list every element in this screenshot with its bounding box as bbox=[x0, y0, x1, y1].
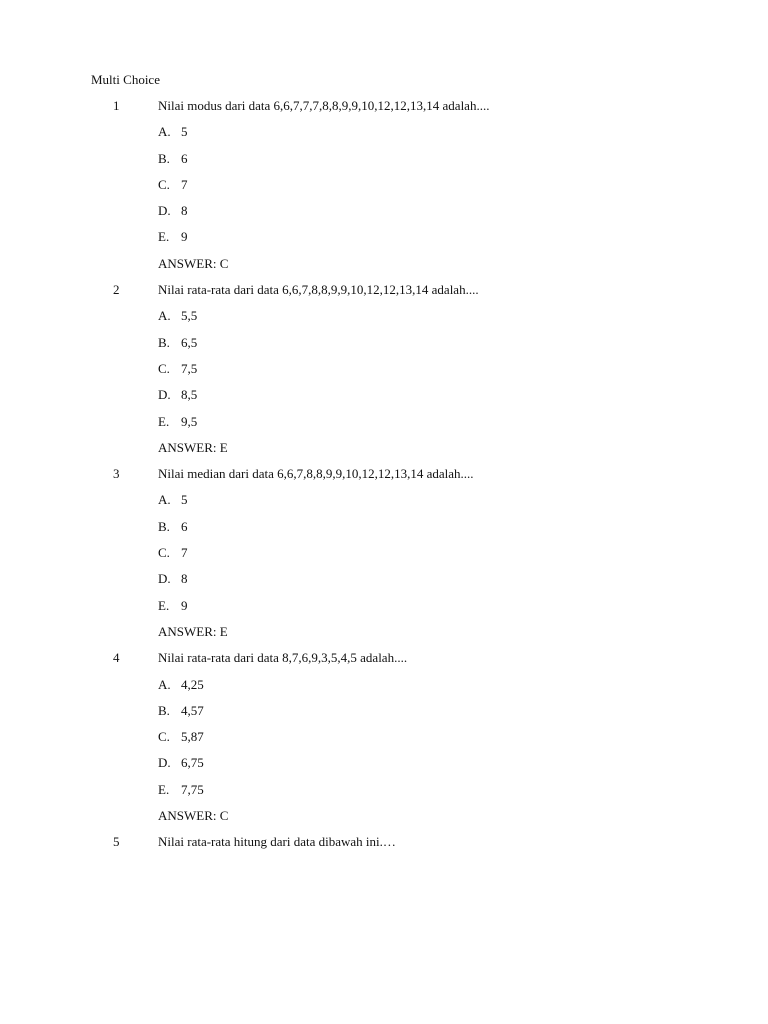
option-text: 7,5 bbox=[181, 360, 198, 376]
option-row bbox=[0, 203, 768, 229]
option-letter: A. bbox=[158, 308, 171, 324]
question-item bbox=[0, 282, 768, 466]
answer-key: ANSWER: C bbox=[158, 255, 229, 271]
option-row bbox=[0, 151, 768, 177]
option-text: 4,57 bbox=[181, 702, 204, 718]
option-row bbox=[0, 361, 768, 387]
question-text: Nilai rata-rata dari data 8,7,6,9,3,5,4,5 adalah.... bbox=[158, 650, 408, 666]
option-text: 6,75 bbox=[181, 755, 204, 771]
option-letter: C. bbox=[158, 729, 170, 745]
question-row bbox=[0, 834, 768, 860]
answer-key: ANSWER: E bbox=[158, 623, 228, 639]
option-text: 6,5 bbox=[181, 334, 198, 350]
option-letter: B. bbox=[158, 702, 170, 718]
option-row bbox=[0, 335, 768, 361]
option-letter: B. bbox=[158, 518, 170, 534]
option-text: 5,5 bbox=[181, 308, 198, 324]
option-row bbox=[0, 414, 768, 440]
option-row bbox=[0, 729, 768, 755]
answer-key: ANSWER: E bbox=[158, 439, 228, 455]
option-row bbox=[0, 545, 768, 571]
question-number: 2 bbox=[113, 282, 120, 298]
option-text: 6 bbox=[181, 150, 188, 166]
option-row bbox=[0, 571, 768, 597]
option-text: 7 bbox=[181, 176, 188, 192]
option-letter: B. bbox=[158, 334, 170, 350]
question-number: 4 bbox=[113, 650, 120, 666]
option-text: 8,5 bbox=[181, 387, 198, 403]
option-text: 4,25 bbox=[181, 676, 204, 692]
option-text: 5 bbox=[181, 492, 188, 508]
option-letter: E. bbox=[158, 597, 170, 613]
answer-row bbox=[0, 808, 768, 834]
option-letter: D. bbox=[158, 571, 171, 587]
option-text: 9 bbox=[181, 597, 188, 613]
option-row bbox=[0, 177, 768, 203]
question-number: 3 bbox=[113, 466, 120, 482]
option-row bbox=[0, 308, 768, 334]
option-text: 5 bbox=[181, 124, 188, 140]
option-text: 6 bbox=[181, 518, 188, 534]
question-text: Nilai modus dari data 6,6,7,7,7,8,8,9,9,10,12,12,13,14 adalah.... bbox=[158, 98, 490, 113]
option-row bbox=[0, 598, 768, 624]
option-row bbox=[0, 782, 768, 808]
option-letter: B. bbox=[158, 150, 170, 166]
question-text: Nilai median dari data 6,6,7,8,8,9,9,10,12,12,13,14 adalah.... bbox=[158, 466, 474, 482]
question-item bbox=[0, 98, 768, 282]
answer-key: ANSWER: C bbox=[158, 808, 229, 824]
question-row bbox=[0, 466, 768, 492]
question-list bbox=[0, 98, 768, 861]
option-row bbox=[0, 387, 768, 413]
option-text: 5,87 bbox=[181, 729, 204, 745]
option-row bbox=[0, 229, 768, 255]
option-letter: E. bbox=[158, 229, 170, 245]
question-row bbox=[0, 650, 768, 676]
answer-row bbox=[0, 256, 768, 282]
question-item bbox=[0, 834, 768, 860]
option-text: 7,75 bbox=[181, 781, 204, 797]
question-item bbox=[0, 466, 768, 650]
option-letter: A. bbox=[158, 124, 171, 140]
option-letter: C. bbox=[158, 176, 170, 192]
option-text: 9,5 bbox=[181, 413, 198, 429]
option-row bbox=[0, 755, 768, 781]
option-row bbox=[0, 124, 768, 150]
option-letter: D. bbox=[158, 755, 171, 771]
option-text: 8 bbox=[181, 571, 188, 587]
option-letter: C. bbox=[158, 360, 170, 376]
option-row bbox=[0, 677, 768, 703]
option-text: 9 bbox=[181, 229, 188, 245]
question-row bbox=[0, 282, 768, 308]
question-text: Nilai rata-rata dari data 6,6,7,8,8,9,9,10,12,12,13,14 adalah.... bbox=[158, 282, 479, 298]
option-letter: A. bbox=[158, 492, 171, 508]
option-row bbox=[0, 492, 768, 518]
question-number: 5 bbox=[113, 834, 120, 850]
question-item bbox=[0, 650, 768, 834]
option-letter: C. bbox=[158, 545, 170, 561]
option-letter: D. bbox=[158, 387, 171, 403]
option-row bbox=[0, 519, 768, 545]
option-letter: E. bbox=[158, 413, 170, 429]
section-title: Multi Choice bbox=[91, 72, 160, 87]
question-row bbox=[0, 98, 768, 124]
answer-row bbox=[0, 624, 768, 650]
option-text: 7 bbox=[181, 545, 188, 561]
option-letter: E. bbox=[158, 781, 170, 797]
question-number: 1 bbox=[113, 98, 120, 113]
question-text: Nilai rata-rata hitung dari data dibawah ini.… bbox=[158, 834, 396, 850]
option-letter: A. bbox=[158, 676, 171, 692]
answer-row bbox=[0, 440, 768, 466]
option-text: 8 bbox=[181, 203, 188, 219]
option-letter: D. bbox=[158, 203, 171, 219]
option-row bbox=[0, 703, 768, 729]
